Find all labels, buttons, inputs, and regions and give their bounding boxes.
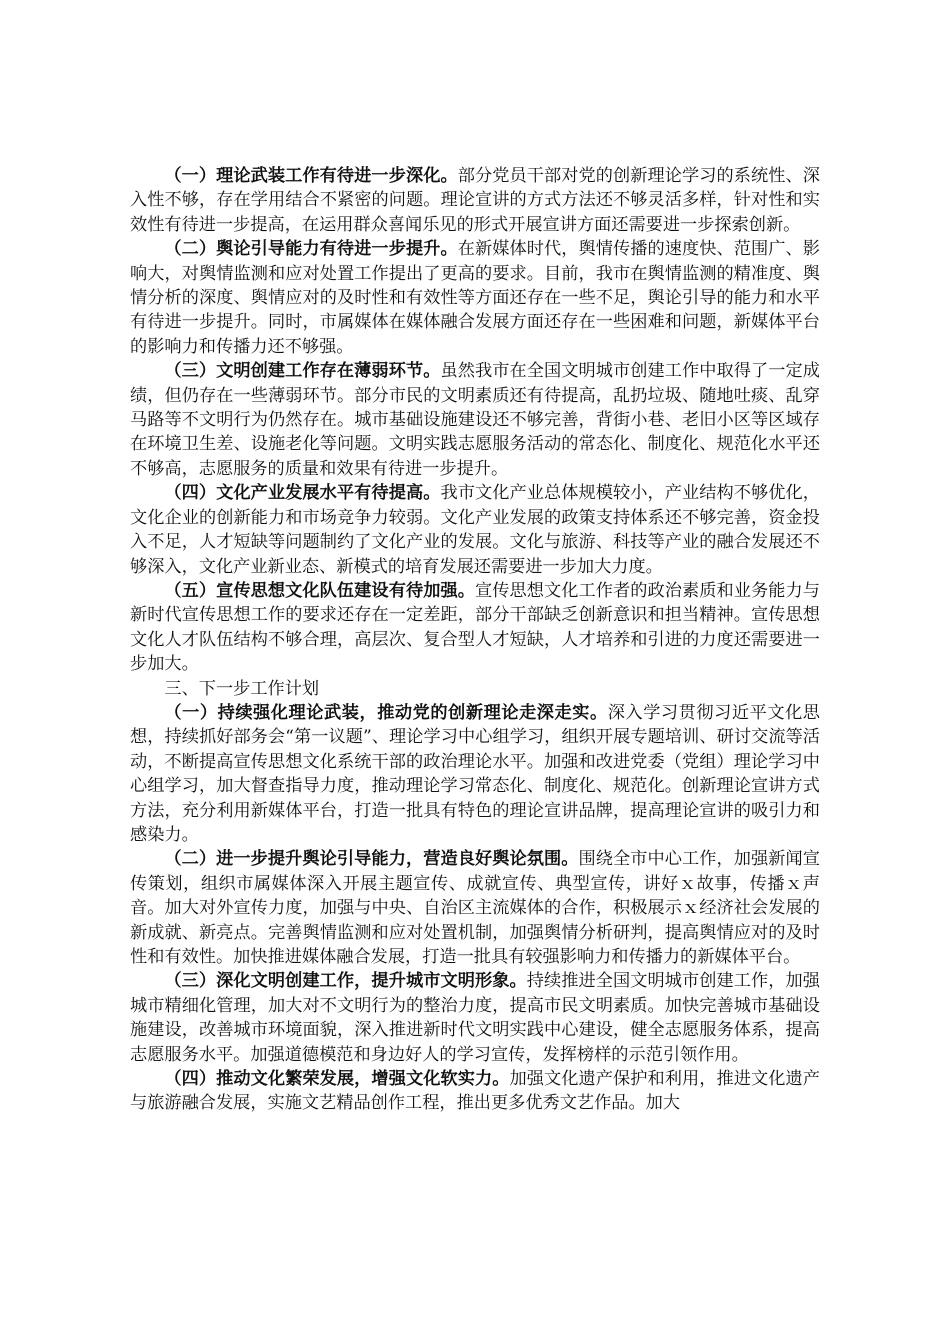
paragraph-plan-3 bbox=[130, 969, 820, 1067]
paragraph-plan-2 bbox=[130, 847, 820, 969]
paragraph-lead: （二）舆论引导能力有待进一步提升。 bbox=[164, 239, 458, 260]
paragraph-body: 我市文化产业总体规模较小，产业结构不够优化，文化企业的创新能力和市场竞争力较弱。文化产业发展的政策支持体系还不够完善，资金投入不足，人才短缺等问题制约了文化产业的发展。文化与旅游、科技等产业的融合发展还不够深入，文化产业新业态、新模式的培育发展还需要进一步加大力度。 bbox=[130, 483, 820, 577]
paragraph-body: 虽然我市在全国文明城市创建工作中取得了一定成绩，但仍存在一些薄弱环节。部分市民的文明素质还有待提高，乱扔垃圾、随地吐痰、乱穿马路等不文明行为仍然存在。城市基础设施建设还不够完善，背街小巷、老旧小区等区域存在环境卫生差、设施老化等问题。文明实践志愿服务活动的常态化、制度化、规范化水平还不够高，志愿服务的质量和效果有待进一步提升。 bbox=[130, 361, 820, 479]
paragraph-lead: （四）推动文化繁荣发展，增强文化软实力。 bbox=[164, 1069, 510, 1090]
paragraph-lead: （一）理论武装工作有待进一步深化。 bbox=[164, 166, 458, 186]
paragraph-lead: （五）宣传思想文化队伍建设有待加强。 bbox=[164, 580, 475, 601]
paragraph-problem-1 bbox=[130, 164, 820, 237]
paragraph-lead: （三）文明创建工作存在薄弱环节。 bbox=[164, 361, 441, 382]
paragraph-lead: （四）文化产业发展水平有待提高。 bbox=[164, 483, 441, 504]
paragraph-body: 加强文化遗产保护和利用，推进文化遗产与旅游融合发展，实施文艺精品创作工程，推出更多优秀文艺作品。加大 bbox=[130, 1069, 820, 1114]
paragraph-problem-4 bbox=[130, 481, 820, 579]
paragraph-problem-2 bbox=[130, 237, 820, 359]
paragraph-body: 在新媒体时代，舆情传播的速度快、范围广、影响大，对舆情监测和应对处置工作提出了更高的要求。目前，我市在舆情监测的精准度、舆情分析的深度、舆情应对的及时性和有效性等方面还存在一些不足，舆论引导的能力和水平有待进一步提升。同时，市属媒体在媒体融合发展方面还存在一些困难和问题，新媒体平台的影响力和传播力还不够强。 bbox=[130, 239, 820, 357]
paragraph-body: 围绕全市中心工作，加强新闻宣传策划，组织市属媒体深入开展主题宣传、成就宣传、典型宣传，讲好ｘ故事，传播ｘ声音。加大对外宣传力度，加强与中央、自治区主流媒体的合作，积极展示ｘ经济社会发展的新成就、新亮点。完善舆情监测和应对处置机制，加强舆情分析研判，提高舆情应对的及时性和有效性。加快推进媒体融合发展，打造一批具有较强影响力和传播力的新媒体平台。 bbox=[130, 849, 820, 967]
paragraph-plan-4 bbox=[130, 1067, 820, 1116]
paragraph-plan-1 bbox=[130, 701, 820, 847]
paragraph-problem-5 bbox=[130, 579, 820, 677]
paragraph-lead: （二）进一步提升舆论引导能力，营造良好舆论氛围。 bbox=[164, 849, 579, 870]
paragraph-body: 持续推进全国文明城市创建工作，加强城市精细化管理，加大对不文明行为的整治力度，提高市民文明素质。加快完善城市基础设施建设，改善城市环境面貌，深入推进新时代文明实践中心建设，健全志愿服务体系，提高志愿服务水平。加强道德模范和身边好人的学习宣传，发挥榜样的示范引领作用。 bbox=[130, 971, 820, 1065]
paragraph-body: 深入学习贯彻习近平文化思想，持续抓好部务会“第一议题”、理论学习中心组学习，组织开展专题培训、研讨交流等活动，不断提高宣传思想文化系统干部的政治理论水平。加强和改进党委（党组）理论学习中心组学习，加大督查指导力度，推动理论学习常态化、制度化、规范化。创新理论宣讲方式方法，充分利用新媒体平台，打造一批具有特色的理论宣讲品牌，提高理论宣讲的吸引力和感染力。 bbox=[130, 702, 820, 845]
paragraph-body: 部分党员干部对党的创新理论学习的系统性、深入性不够，存在学用结合不紧密的问题。理论宣讲的方式方法还不够灵活多样，针对性和实效性有待进一步提高，在运用群众喜闻乐见的形式开展宣讲方面还需要进一步探索创新。 bbox=[130, 166, 820, 235]
document-page bbox=[130, 164, 820, 1116]
paragraph-body: 宣传思想文化工作者的政治素质和业务能力与新时代宣传思想工作的要求还存在一定差距，部分干部缺乏创新意识和担当精神。宣传思想文化人才队伍结构不够合理，高层次、复合型人才短缺，人才培养和引进的力度还需要进一步加大。 bbox=[130, 580, 820, 675]
paragraph-lead: （一）持续强化理论武装，推动党的创新理论走深走实。 bbox=[164, 702, 608, 723]
paragraph-problem-3 bbox=[130, 359, 820, 481]
section-heading: 三、下一步工作计划 bbox=[164, 678, 320, 699]
paragraph-lead: （三）深化文明创建工作，提升城市文明形象。 bbox=[164, 971, 527, 992]
